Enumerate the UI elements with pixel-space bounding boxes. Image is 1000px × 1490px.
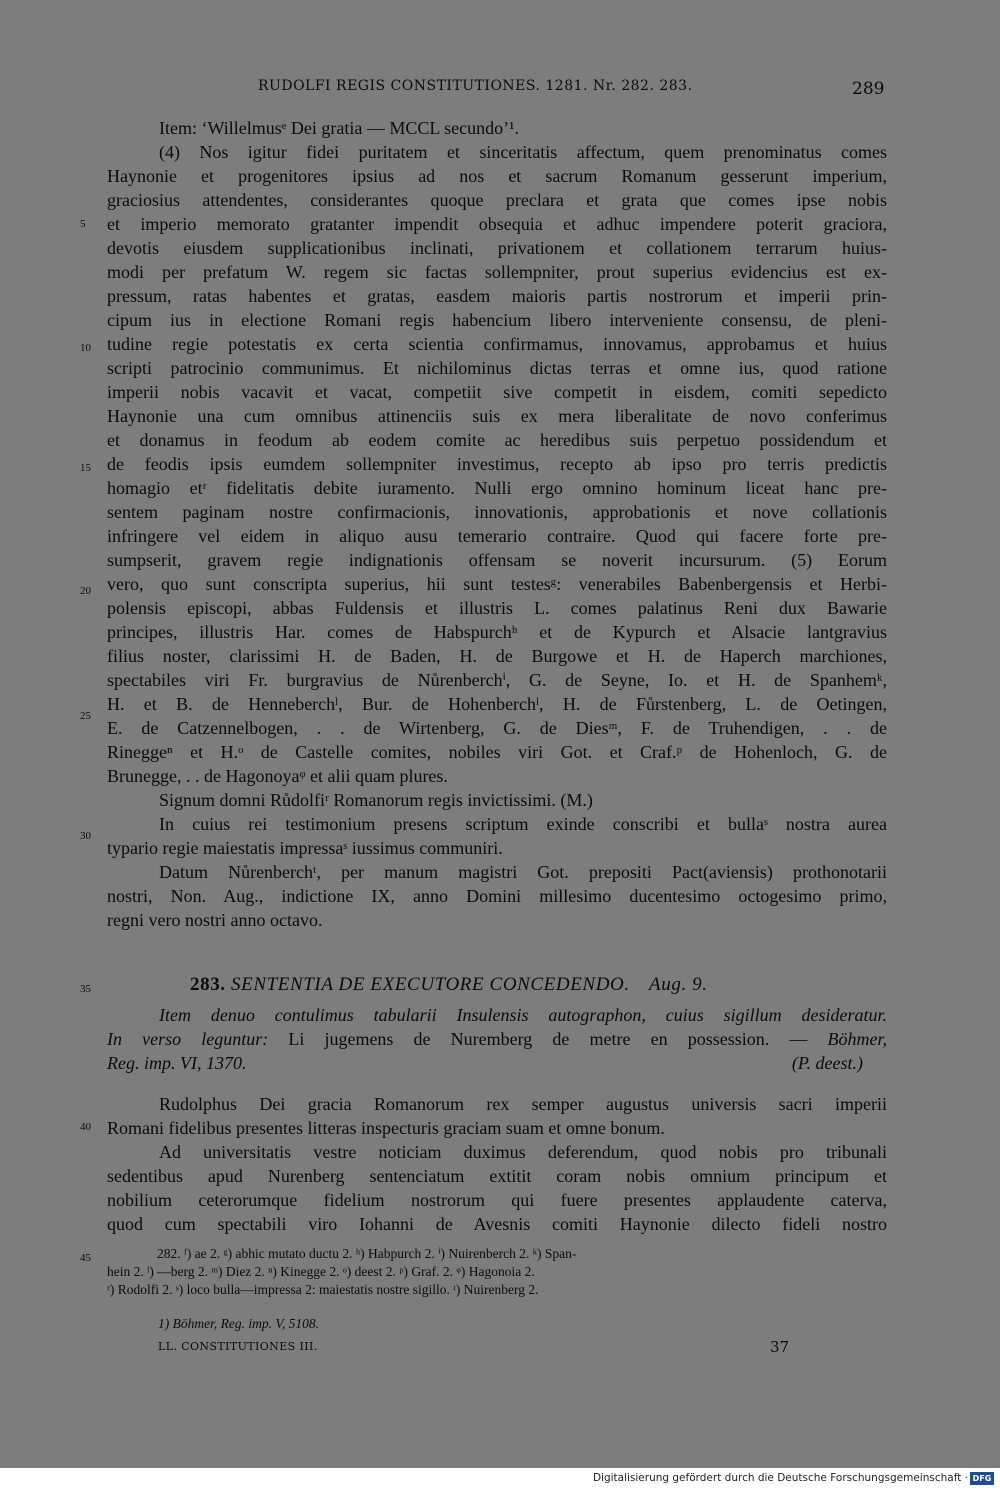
line-number: 30 — [80, 830, 91, 842]
text-line: polensis episcopi, abbas Fuldensis et illustris L. comes palatinus Reni dux Bawarie — [107, 598, 887, 618]
text-line: sumpserit, gravem regie indignationis offensam se noverit incursurum. (5) Eorum — [107, 550, 887, 570]
series-footer: LL. CONSTITUTIONES III. — [158, 1340, 318, 1353]
note-text: Li jugemens de Nuremberg de metre en possession. — — [268, 1029, 828, 1049]
footnote-line: 282. ᶠ) ae 2. ᵍ) abhic mutato ductu 2. ʰ) Habpurch 2. ⁱ) Nuirenberch 2. ᵏ) Span- — [157, 1246, 577, 1261]
text-line: Haynonie et progenitores ipsius ad nos et sacrum Romanum gesserunt imperium, — [107, 166, 887, 186]
text-line: Ad universitatis vestre noticiam duximus deferendum, quod nobis pro tribunali — [159, 1142, 887, 1162]
text-line: Rineggeⁿ et H.ᵒ de Castelle comites, nobiles viri Got. et Craf.ᵖ de Hohenloch, G. de — [107, 742, 887, 762]
text-line: infringere vel eidem in aliquo ausu temerario contraire. Quod qui facere forte pre- — [107, 526, 887, 546]
reference-footnote: 1) Böhmer, Reg. imp. V, 5108. — [158, 1316, 319, 1331]
text-line: homagio etʳ fidelitatis debite iuramento. Nulli ergo omnino hominum liceat hanc pre- — [107, 478, 887, 498]
note-line-right: (P. deest.) — [791, 1053, 863, 1073]
text-line: quod cum spectabili viro Iohanni de Avesnis comiti Haynonie dilecto fideli nostro — [107, 1214, 887, 1234]
note-line: Item denuo contulimus tabularii Insulensis autographon, cuius sigillum desideratur. — [159, 1005, 887, 1025]
editorial-note — [107, 1003, 887, 1075]
text-line: filius noster, clarissimi H. de Baden, H. de Burgowe et H. de Haperch marchiones, — [107, 646, 887, 666]
text-line: regni vero nostri anno octavo. — [107, 910, 323, 930]
text-line: imperii nobis vacavit et vacat, competiit sive competit in eisdem, comiti sepedicto — [107, 382, 887, 402]
funding-text: Digitalisierung gefördert durch die Deutsche Forschungsgemeinschaft · — [592, 1472, 968, 1484]
text-line: graciosius attendentes, considerantes quoque preclara et grata que comes ipse nobis — [107, 190, 887, 210]
text-line: H. et B. de Henneberchˡ, Bur. de Hohenberchˡ, H. de Fůrstenberg, L. de Oetingen, — [107, 694, 887, 714]
text-line: typario regie maiestatis impressaˢ iussimus communiri. — [107, 838, 503, 858]
note-italic: Böhmer, — [827, 1029, 887, 1049]
text-line: cipum ius in electione Romani regis habencium libero interveniente consensu, de pleni- — [107, 310, 887, 330]
text-line: Romani fidelibus presentes litteras inspecturis graciam suam et omne bonum. — [107, 1118, 665, 1138]
text-line: Signum domni Růdolfiʳ Romanorum regis invictissimi. (M.) — [159, 790, 593, 810]
text-line: Item: ‘Willelmusᵉ Dei gratia — MCCL secundo’¹. — [159, 118, 520, 138]
line-number: 25 — [80, 710, 91, 722]
text-line: Haynonie una cum omnibus attinenciis suis ex mera liberalitate de novo conferimus — [107, 406, 887, 426]
text-line: spectabiles viri Fr. burgravius de Nůrenberchⁱ, G. de Seyne, Io. et H. de Spanhemᵏ, — [107, 670, 887, 690]
text-line: Datum Nůrenberchᵗ, per manum magistri Got. prepositi Pact(aviensis) prothonotarii — [159, 862, 887, 882]
dfg-logo: DFG — [970, 1472, 994, 1485]
doc-282-text — [107, 116, 887, 946]
line-number: 5 — [80, 218, 86, 230]
text-line: Brunegge, . . de Hagonoyaᵠ et alii quam plures. — [107, 766, 448, 786]
doc-283-number: 283. — [190, 974, 226, 995]
text-line: scripti patrocinio communimus. Et nichilominus dictas terras et omne ius, quod ratione — [107, 358, 887, 378]
text-line: devotis eiusdem supplicationibus inclinati, privationem et collationem terrarum huius- — [107, 238, 887, 258]
note-italic: In verso leguntur: — [107, 1029, 269, 1049]
doc-283-title: SENTENTIA DE EXECUTORE CONCEDENDO. — [231, 974, 630, 995]
text-line: et imperio memorato gratanter impendit obsequia et adhuc impendere poterit graciora, — [107, 214, 887, 234]
text-line: sentem paginam nostre confirmacionis, innovationis, approbationis et nove collationis — [107, 502, 887, 522]
text-line: modi per prefatum W. regem sic factas sollempniter, prout superius evidencius est ex- — [107, 262, 887, 282]
text-line: pressum, ratas habentes et gratas, easdem maioris partis nostrorum et imperii prin- — [107, 286, 887, 306]
text-line: vero, quo sunt conscripta superius, hii sunt testesᵍ: venerabiles Babenbergensis et Herbi- — [107, 574, 887, 594]
text-line: Rudolphus Dei gracia Romanorum rex semper augustus universis sacri imperii — [159, 1094, 887, 1114]
line-number: 10 — [80, 342, 91, 354]
text-line: de feodis ipsis eumdem sollempniter investimus, recepto ab ipso pro terris predictis — [107, 454, 887, 474]
text-line: principes, illustris Har. comes de Habspurchʰ et de Kypurch et Alsacie lantgravius — [107, 622, 887, 642]
running-title: RUDOLFI REGIS CONSTITUTIONES. 1281. Nr. 282. 283. — [258, 78, 693, 94]
text-line: et donamus in feodum ab eodem comite ac heredibus suis perpetuo possidendum et — [107, 430, 887, 450]
line-number: 35 — [80, 983, 91, 995]
text-line: (4) Nos igitur fidei puritatem et sinceritatis affectum, quem prenominatus comes — [159, 142, 887, 162]
note-line: Reg. imp. VI, 1370. — [107, 1053, 247, 1073]
doc-283-heading — [190, 974, 708, 996]
text-line: E. de Catzennelbogen, . . de Wirtenberg, G. de Diesᵐ, F. de Truhendigen, . . de — [107, 718, 887, 738]
line-number: 20 — [80, 585, 91, 597]
footnote-line: hein 2. ˡ) —berg 2. ᵐ) Diez 2. ⁿ) Kinegge 2. ᵒ) deest 2. ᵖ) Graf. 2. ᵠ) Hagonoia 2. — [107, 1264, 535, 1279]
doc-283-text — [107, 1092, 887, 1242]
footnotes — [107, 1245, 887, 1305]
line-number: 15 — [80, 462, 91, 474]
text-line: In cuius rei testimonium presens scriptum exinde conscribi et bullaˢ nostra aurea — [159, 814, 887, 834]
note-line — [107, 1027, 887, 1051]
line-number: 40 — [80, 1121, 91, 1133]
text-line: sedentibus apud Nurenberg sentenciatum extitit coram nobis omnium principum et — [107, 1166, 887, 1186]
page-number: 289 — [852, 79, 885, 99]
line-number: 45 — [80, 1252, 91, 1264]
funding-banner — [0, 1468, 1000, 1490]
text-line: tudine regie potestatis ex certa scientia confirmamus, innovamus, approbamus et huius — [107, 334, 887, 354]
doc-283-date: Aug. 9. — [649, 974, 708, 995]
footnote-line: ʳ) Rodolfi 2. ˢ) loco bulla—impressa 2: maiestatis nostre sigillo. ᵗ) Nuirenberg 2. — [107, 1282, 539, 1297]
text-line: nostri, Non. Aug., indictione IX, anno Domini millesimo ducentesimo octogesimo primo, — [107, 886, 887, 906]
signature-mark: 37 — [770, 1338, 790, 1356]
text-line: nobilium ceterorumque fidelium nostrorum qui fuere presentes applaudente caterva, — [107, 1190, 887, 1210]
